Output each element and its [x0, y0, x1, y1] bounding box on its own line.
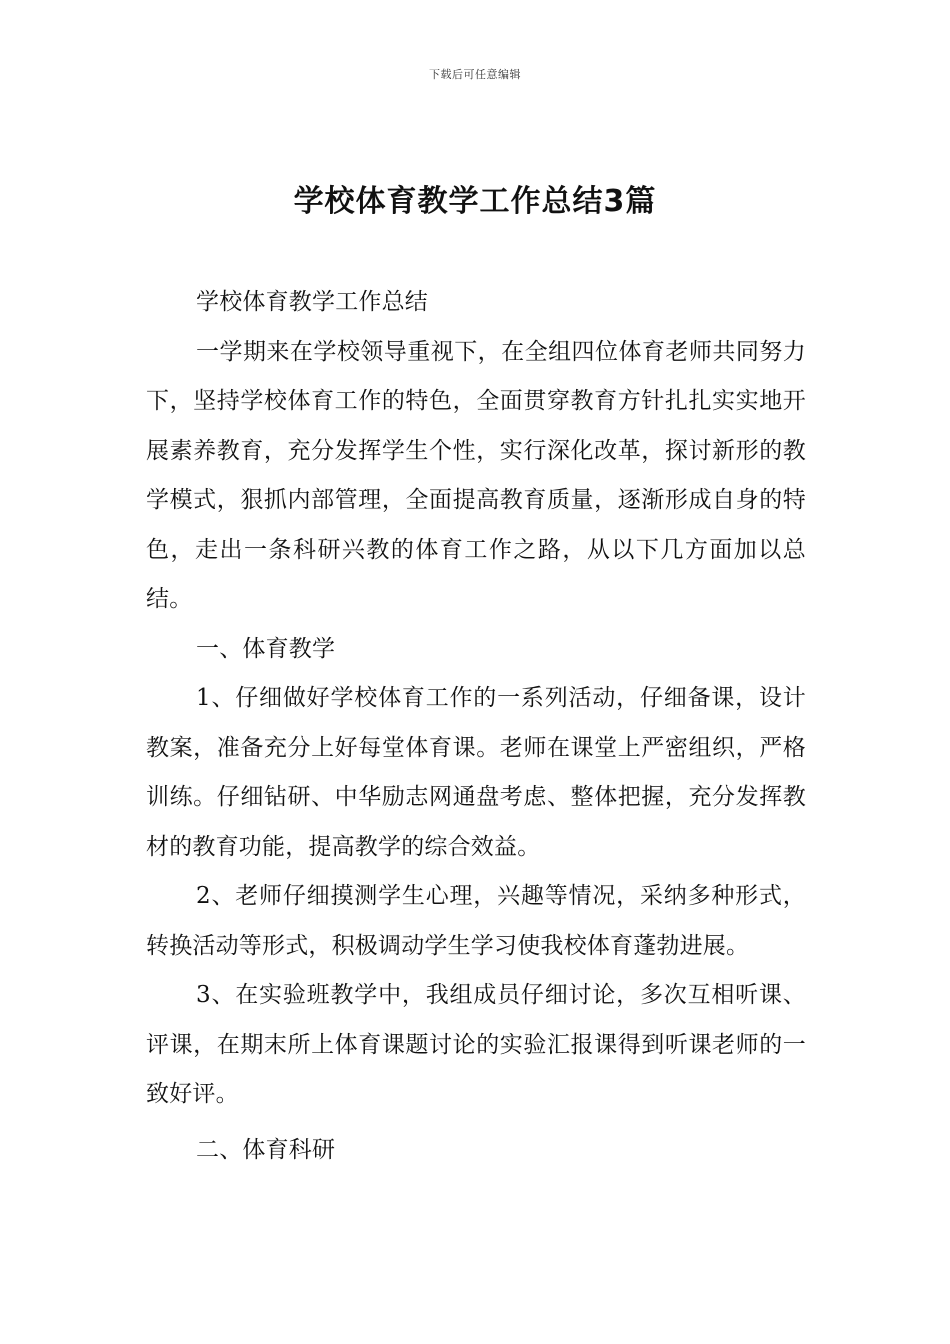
paragraph-subtitle: 学校体育教学工作总结 — [196, 289, 428, 315]
header-note: 下载后可任意编辑 — [429, 68, 521, 81]
paragraph-item-2: 2、老师仔细摸测学生心理，兴趣等情况，采纳多种形式，转换活动等形式，积极调动学生学习使我校体育蓬勃进展。 — [146, 883, 806, 959]
paragraph-item-3: 3、在实验班教学中，我组成员仔细讨论，多次互相听课、评课，在期末所上体育课题讨论的实验汇报课得到听课老师的一致好评。 — [146, 982, 806, 1107]
document-title: 学校体育教学工作总结3篇 — [293, 184, 657, 219]
document-body — [146, 278, 806, 1175]
section-heading-1: 一、体育教学 — [196, 635, 336, 662]
paragraph-item-1: 1、仔细做好学校体育工作的一系列活动，仔细备课，设计教案，准备充分上好每堂体育课。老师在课堂上严密组织，严格训练。仔细钻研、中华励志网通盘考虑、整体把握，充分发挥教材的教育功能，提高教学的综合效益。 — [146, 685, 806, 860]
section-heading-2: 二、体育科研 — [196, 1136, 336, 1163]
paragraph-intro: 一学期来在学校领导重视下，在全组四位体育老师共同努力下，坚持学校体育工作的特色，全面贯穿教育方针扎扎实实地开展素养教育，充分发挥学生个性，实行深化改革，探讨新形的教学模式，狠抓内部管理，全面提高教育质量，逐渐形成自身的特色，走出一条科研兴教的体育工作之路，从以下几方面加以总结。 — [146, 338, 806, 612]
